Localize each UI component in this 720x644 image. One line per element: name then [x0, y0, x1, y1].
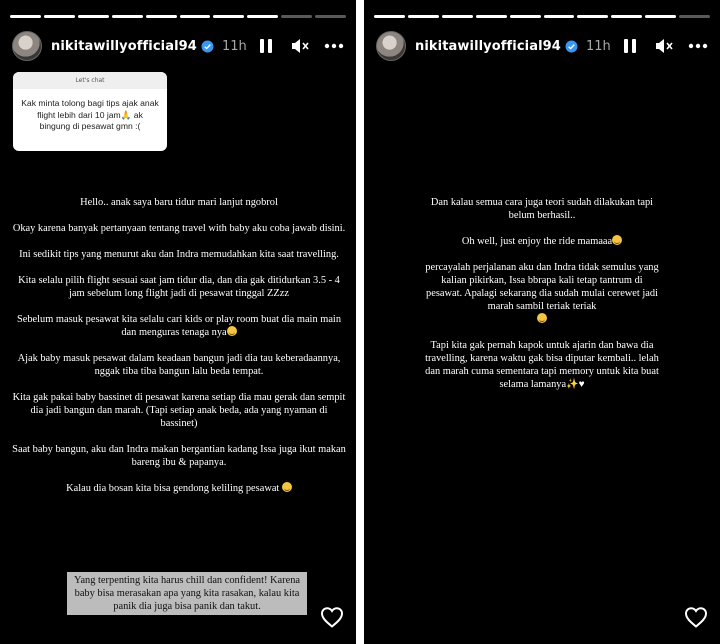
story-paragraph: Kalau dia bosan kita bisa gendong keliling pesawat: [12, 482, 346, 495]
progress-segment: [78, 15, 109, 18]
progress-segment: [213, 15, 244, 18]
smiling-face-emoji-icon: [537, 313, 547, 323]
smiling-face-emoji-icon: [282, 482, 292, 492]
progress-segment: [510, 15, 541, 18]
progress-segment-fill: [146, 15, 177, 18]
highlighted-tip: Yang terpenting kita harus chill dan confident! Karena baby bisa merasakan apa yang kita rasakan, kalau kita panik dia juga bisa panik dan takut.: [67, 572, 307, 615]
progress-segment-fill: [78, 15, 109, 18]
story-paragraph: Ajak baby masuk pesawat dalam keadaan bangun jadi dia tau keberadaannya, nggak tiba tiba bangun lalu beda tempat.: [17, 353, 341, 377]
progress-segment-fill: [408, 15, 439, 18]
progress-segment: [112, 15, 143, 18]
story-paragraph: Oh well, just enjoy the ride mamaaa: [424, 235, 660, 248]
progress-segment: [645, 15, 676, 18]
smiling-face-emoji-icon: [612, 235, 622, 245]
story-progress-bar: [374, 15, 710, 18]
progress-segment-fill: [374, 15, 405, 18]
progress-segment: [442, 15, 473, 18]
progress-segment-fill: [112, 15, 143, 18]
story-paragraph: Dan kalau semua cara juga teori sudah dilakukan tapi belum berhasil..: [430, 197, 654, 221]
story-paragraph: Saat baby bangun, aku dan Indra makan bergantian kadang Issa juga ikut makan bareng ibu & papanya.: [12, 444, 346, 468]
progress-segment-fill: [645, 15, 676, 18]
progress-segment: [476, 15, 507, 18]
progress-segment: [611, 15, 642, 18]
progress-segment-fill: [213, 15, 244, 18]
story-panel-right: [364, 0, 720, 644]
progress-segment: [374, 15, 405, 18]
avatar[interactable]: [376, 31, 406, 61]
avatar[interactable]: [12, 31, 42, 61]
story-text-left: [12, 196, 346, 508]
pause-icon[interactable]: [256, 36, 276, 56]
progress-segment: [679, 15, 710, 18]
pause-icon[interactable]: [620, 36, 640, 56]
story-text-right: [424, 196, 660, 404]
progress-segment-fill: [10, 15, 41, 18]
progress-segment: [281, 15, 312, 18]
story-paragraph: percayalah perjalanan aku dan Indra tidak semulus yang kalian pikirkan, Issa bbrapa kali tetap tantrum di pesawat. Apalagi sekarang dia sudah mulai cerewet jadi marah sambil teriak teriak: [424, 261, 660, 326]
progress-segment: [44, 15, 75, 18]
progress-segment-fill: [247, 15, 278, 18]
like-heart-icon[interactable]: [684, 606, 708, 628]
progress-segment: [577, 15, 608, 18]
post-time: 11h: [221, 38, 247, 54]
question-sticker-text: Kak minta tolong bagi tips ajak anak flight lebih dari 10 jam🙏 ak bingung di pesawat gmn :(: [21, 98, 159, 131]
progress-segment-fill: [544, 15, 575, 18]
progress-segment: [146, 15, 177, 18]
white-heart-emoji-icon: ♥: [578, 379, 585, 390]
more-options-icon[interactable]: [324, 36, 344, 56]
progress-segment: [315, 15, 346, 18]
progress-segment-fill: [442, 15, 473, 18]
question-sticker-header: Let's chat: [13, 72, 167, 89]
verified-badge-icon: [201, 40, 214, 53]
smiling-face-emoji-icon: [227, 326, 237, 336]
mute-icon[interactable]: [654, 36, 674, 56]
mute-icon[interactable]: [290, 36, 310, 56]
progress-segment: [544, 15, 575, 18]
progress-segment: [10, 15, 41, 18]
story-paragraph: Okay karena banyak pertanyaan tentang travel with baby aku coba jawab disini.: [12, 223, 346, 234]
progress-segment-fill: [180, 15, 211, 18]
progress-segment: [408, 15, 439, 18]
progress-segment-fill: [510, 15, 541, 18]
story-paragraph: Kita gak pakai baby bassinet di pesawat karena setiap dia mau gerak dan sempit dia jadi bangun dan marah. (Tapi setiap anak beda, ada yang nyaman di bassinet): [12, 392, 346, 429]
story-header: [376, 30, 708, 62]
progress-segment: [247, 15, 278, 18]
progress-segment-fill: [577, 15, 608, 18]
more-options-icon[interactable]: [688, 36, 708, 56]
question-sticker: [13, 72, 167, 151]
story-paragraph: Sebelum masuk pesawat kita selalu cari kids or play room buat dia main main dan menguras tenaga nya: [16, 314, 342, 338]
verified-badge-icon: [565, 40, 578, 53]
story-header: [12, 30, 344, 62]
username[interactable]: nikitawillyofficial94: [51, 38, 197, 54]
username[interactable]: nikitawillyofficial94: [415, 38, 561, 54]
like-heart-icon[interactable]: [320, 606, 344, 628]
progress-segment: [180, 15, 211, 18]
story-panel-left: [0, 0, 356, 644]
progress-segment-fill: [44, 15, 75, 18]
progress-segment-fill: [611, 15, 642, 18]
story-paragraph: Kita selalu pilih flight sesuai saat jam tidur dia, dan dia gak ditidurkan 3.5 - 4 jam sebelum long flight jadi di pesawat tinggal ZZzz: [18, 275, 340, 299]
story-paragraph: Ini sedikit tips yang menurut aku dan Indra memudahkan kita saat travelling.: [19, 249, 339, 260]
story-paragraph: Hello.. anak saya baru tidur mari lanjut ngobrol: [80, 197, 278, 208]
post-time: 11h: [585, 38, 611, 54]
story-progress-bar: [10, 15, 346, 18]
sparkle-emoji-icon: ✨: [566, 379, 579, 390]
story-paragraph: Tapi kita gak pernah kapok untuk ajarin dan bawa dia travelling, karena waktu gak bisa diputar kembali.. lelah dan marah cuma sementara tapi memory untuk kita buat selama lamanya✨♥: [425, 340, 659, 390]
progress-segment-fill: [476, 15, 507, 18]
